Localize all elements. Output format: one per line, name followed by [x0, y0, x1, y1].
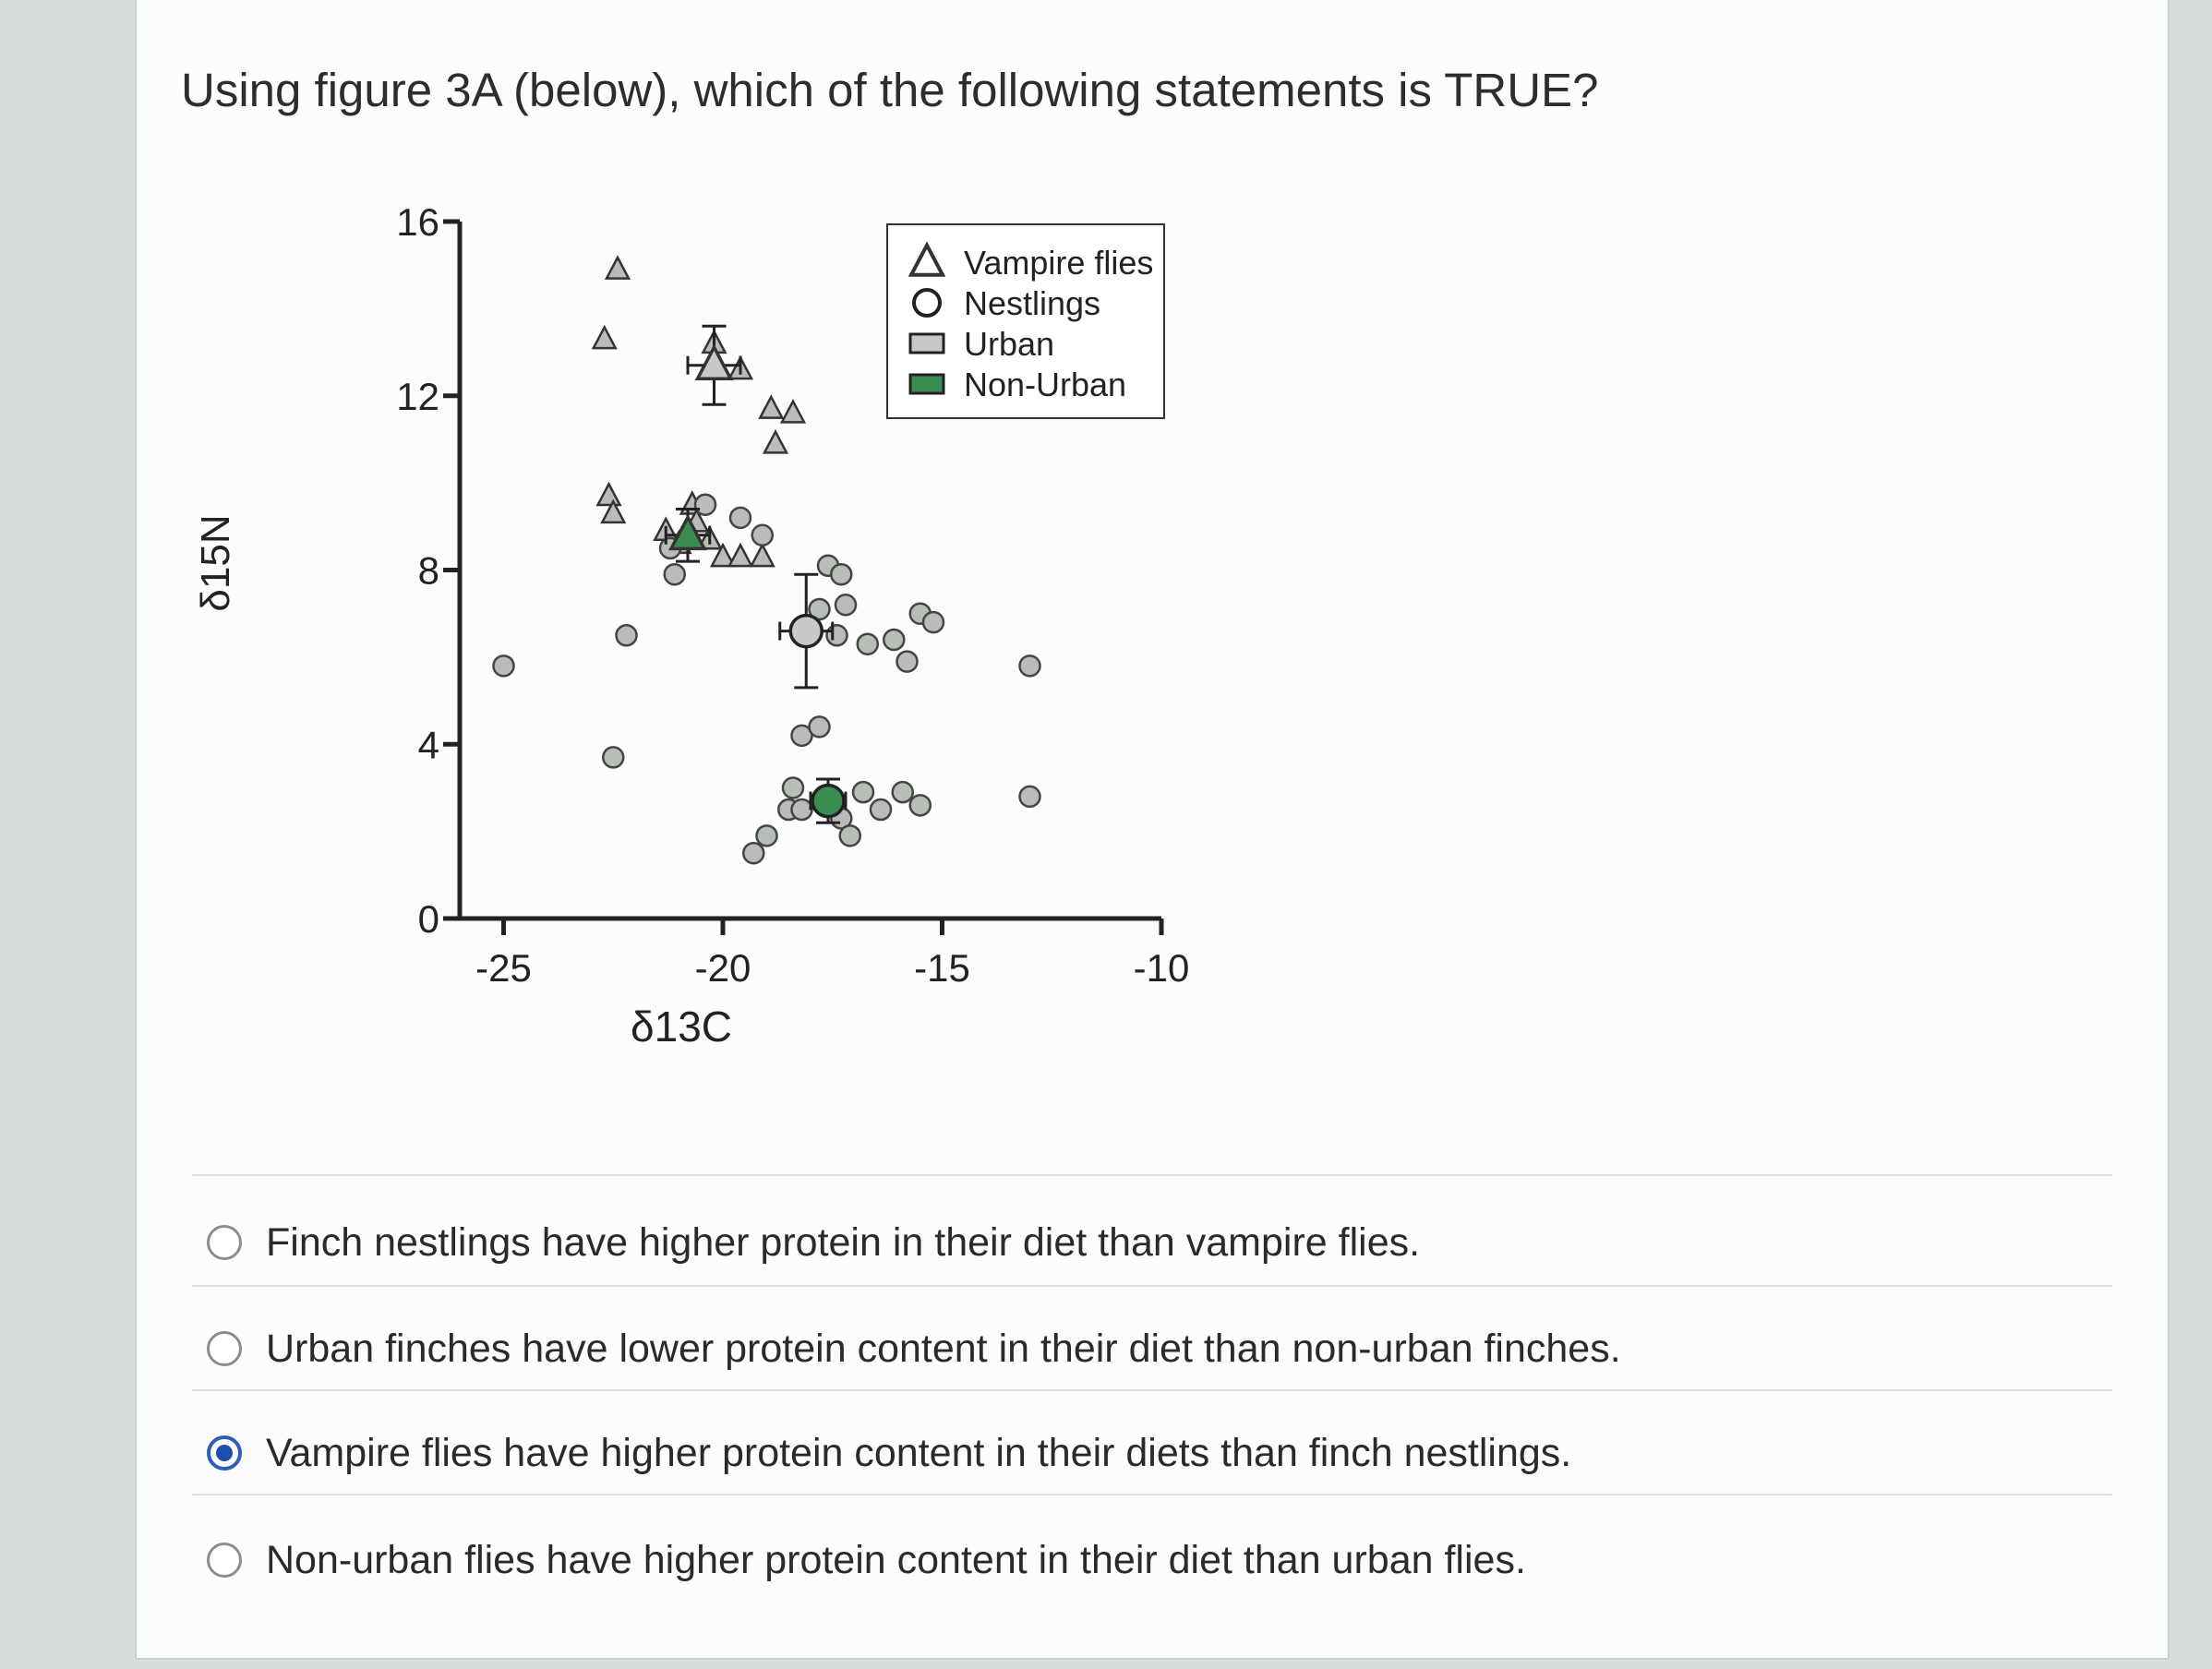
legend-label: Non-Urban [964, 366, 1127, 403]
question-card [135, 0, 2170, 1660]
legend-square-icon [910, 375, 944, 393]
x-axis-label: δ13C [631, 1003, 732, 1051]
option-3[interactable] [207, 1425, 1571, 1481]
isotope-scatter-chart [137, 0, 1337, 1108]
nestling-point [831, 564, 851, 584]
nestling-point [665, 564, 685, 584]
nestling-point [810, 716, 830, 737]
nestling-point [695, 495, 715, 515]
nestling-point [858, 634, 878, 654]
vampire-fly-point [729, 545, 751, 566]
divider [192, 1389, 2112, 1391]
x-tick-label: -15 [914, 946, 970, 990]
nestling-point [743, 843, 763, 863]
question-text: Using figure 3A (below), which of the following statements is TRUE? [181, 64, 1599, 116]
x-tick-label: -20 [694, 946, 751, 990]
vampire-fly-point [598, 484, 620, 505]
vampire-fly-point [764, 432, 787, 453]
nestling-point [827, 625, 848, 645]
option-2[interactable] [207, 1321, 1621, 1376]
divider [192, 1285, 2112, 1287]
legend [887, 224, 1164, 418]
legend-square-icon [910, 334, 944, 353]
divider [192, 1494, 2112, 1495]
nestling-point [730, 508, 751, 528]
nestling-point [617, 625, 637, 645]
y-tick-label: 0 [417, 897, 439, 941]
x-tick-label: -10 [1133, 946, 1190, 990]
nestling-point [783, 777, 803, 798]
vampire-fly-point [607, 258, 629, 279]
y-tick-label: 8 [417, 548, 439, 593]
vampire-fly-point [751, 545, 774, 566]
legend-label: Nestlings [964, 284, 1101, 322]
mean-markers [666, 326, 846, 822]
nestling-point [494, 655, 514, 676]
option-3-label: Vampire flies have higher protein content in their diets than finch nestlings. [266, 1430, 1572, 1475]
nestling-point [836, 594, 856, 615]
nestling-point [840, 825, 860, 846]
radio-button-2[interactable] [207, 1331, 242, 1366]
nestling-point [897, 652, 918, 672]
nestling-point [884, 630, 904, 650]
vampire-fly-point [782, 402, 804, 423]
y-tick-label: 4 [417, 723, 439, 767]
radio-button-4[interactable] [207, 1543, 242, 1578]
nestling-point [603, 747, 623, 767]
legend-label: Urban [964, 325, 1055, 363]
option-2-label: Urban finches have lower protein content in their diet than non-urban finches. [266, 1326, 1621, 1371]
legend-label: Vampire flies [964, 244, 1154, 282]
nestling-point [757, 825, 777, 846]
nestling-point [752, 525, 773, 546]
nestling-point [853, 782, 873, 802]
urban-nestling-mean [790, 616, 822, 647]
option-4-label: Non-urban flies have higher protein content in their diet than urban flies. [266, 1537, 1526, 1582]
radio-button-3-selected[interactable] [207, 1435, 242, 1471]
nestling-point [1020, 786, 1040, 807]
option-1-label: Finch nestlings have higher protein in their diet than vampire flies. [266, 1219, 1421, 1265]
non-urban-nestling-mean [812, 786, 844, 817]
nestling-point [792, 799, 812, 820]
vampire-fly-point [760, 397, 782, 418]
y-tick-label: 16 [396, 200, 439, 244]
x-tick-label: -25 [475, 946, 532, 990]
radio-button-1[interactable] [207, 1225, 242, 1260]
y-tick-label: 12 [396, 374, 439, 418]
nestling-point [893, 782, 913, 802]
option-4[interactable] [207, 1532, 1526, 1588]
divider [192, 1174, 2112, 1176]
option-1[interactable] [207, 1215, 1420, 1270]
nestling-point [1020, 655, 1040, 676]
vampire-fly-point [594, 327, 616, 348]
y-axis-label: δ15N [193, 514, 238, 612]
nestling-point [910, 795, 931, 815]
nestling-point [871, 799, 891, 820]
nestling-point [923, 612, 944, 632]
